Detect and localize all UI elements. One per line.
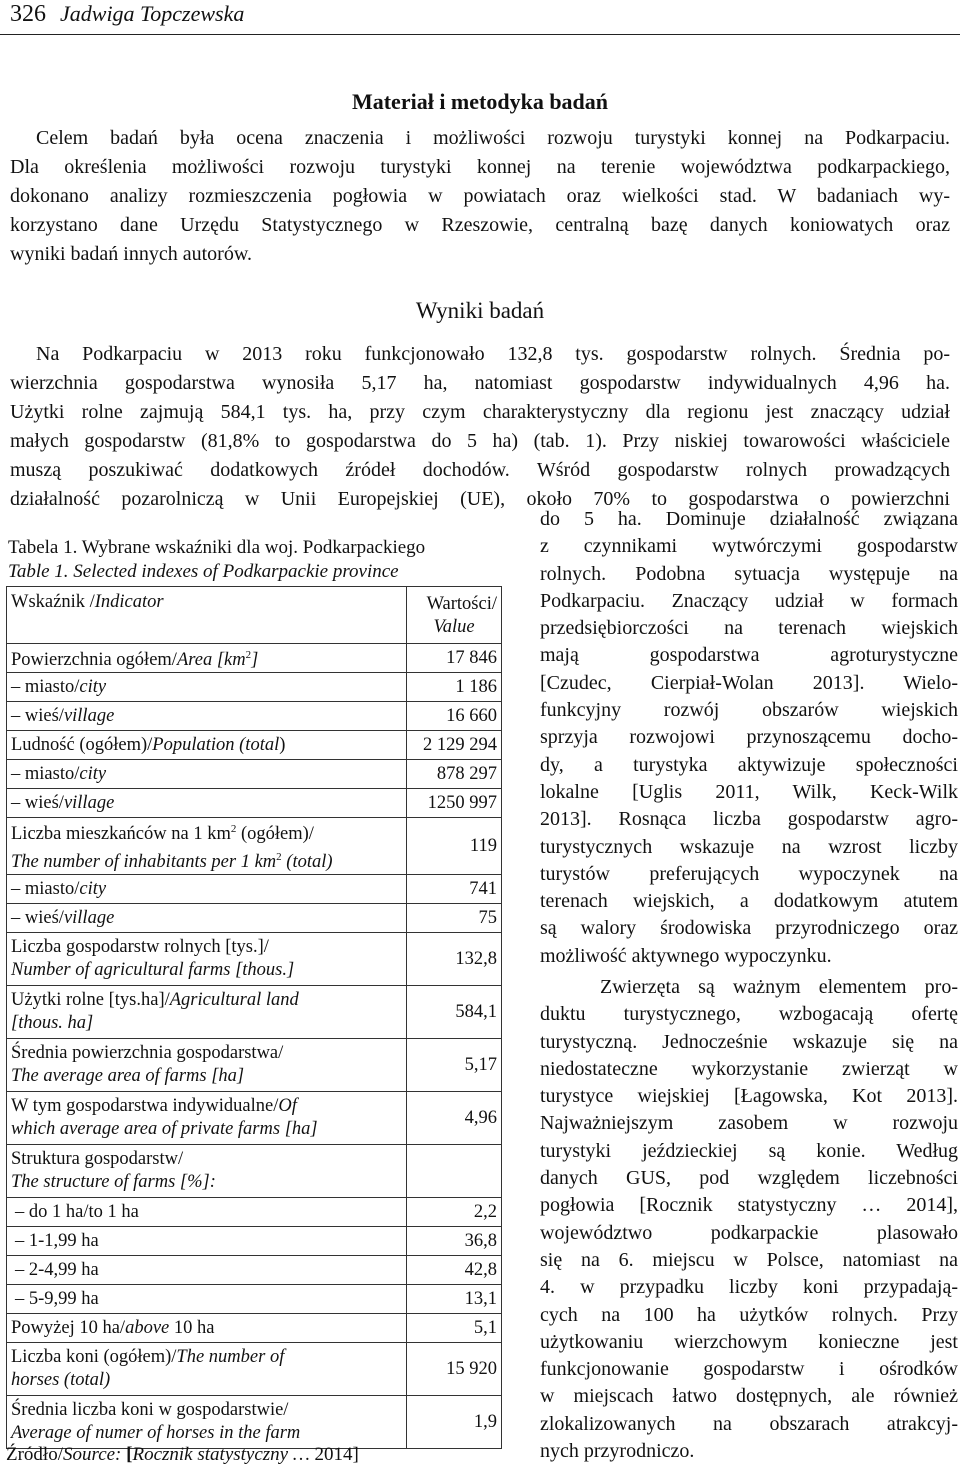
table-row bbox=[7, 818, 502, 875]
table-source bbox=[6, 1442, 359, 1468]
table-row bbox=[7, 731, 502, 760]
indicator-en-after: (total) bbox=[281, 852, 333, 873]
text-line: rolnych. Podobna sytuacja występuje na bbox=[540, 562, 958, 585]
indicator-pl: – miasto/ bbox=[11, 676, 80, 697]
table-row bbox=[7, 1092, 502, 1145]
text-line: danych GUS, pod względem liczebności bbox=[540, 1167, 958, 1190]
text-line: dokonano analizy rozmieszczenia pogłowia w powiatach oraz wielkości stad. W badaniach wy- bbox=[10, 185, 950, 207]
indicator-en: above bbox=[125, 1317, 170, 1338]
row-indicator bbox=[7, 1285, 407, 1314]
indicator-en: The average area of farms [ha] bbox=[11, 1066, 245, 1087]
text-line: turystyki jeździeckiej są konie. Według bbox=[540, 1139, 958, 1162]
indicator-pl: Powyżej 10 ha/ bbox=[11, 1317, 126, 1338]
table-row bbox=[7, 789, 502, 818]
indicator-en: city bbox=[79, 763, 107, 784]
text-line: lokalne [Uglis 2011, Wilk, Keck-Wilk bbox=[540, 780, 958, 803]
row-indicator bbox=[7, 904, 407, 933]
header-value-en: Value bbox=[433, 617, 475, 637]
text-line: turystyce wiejskiej [Łagowska, Kot 2013]. bbox=[540, 1085, 958, 1108]
text-line: 2013]. Rosnąca liczba gospodarstw agro- bbox=[540, 808, 958, 831]
indicator-pl: – miasto/ bbox=[11, 763, 80, 784]
text-line: sprzyja rozwojowi przynoszącemu docho- bbox=[540, 726, 958, 749]
indicator-pl: – 2-4,99 ha bbox=[15, 1259, 99, 1280]
methods-paragraph bbox=[10, 124, 950, 269]
row-indicator bbox=[7, 1314, 407, 1343]
table-row bbox=[7, 644, 502, 673]
row-indicator bbox=[7, 1256, 407, 1285]
text-line: przedsiębiorczości na terenach wiejskich bbox=[540, 617, 958, 640]
row-indicator bbox=[7, 1092, 407, 1145]
row-value: 1250 997 bbox=[407, 789, 502, 818]
row-value: 5,17 bbox=[407, 1039, 502, 1092]
row-value: 5,1 bbox=[407, 1314, 502, 1343]
table-row bbox=[7, 1145, 502, 1198]
text-line: wierzchnia gospodarstwa wynosiła 5,17 ha, natomiast gospodarstw indywidualnych 4,96 ha. bbox=[10, 372, 950, 394]
text-line: turystyczną. Jednocześnie wskazuje się na bbox=[540, 1030, 958, 1053]
text-line: w miejscach łatwo dostępnych, ale również bbox=[540, 1385, 958, 1408]
text-line: nych przyrodniczo. bbox=[540, 1440, 695, 1463]
right-column-paragraph-2 bbox=[540, 974, 958, 1465]
row-indicator bbox=[7, 789, 407, 818]
row-value: 741 bbox=[407, 875, 502, 904]
page-number: 326 bbox=[10, 1, 46, 27]
text-line: wyniki badań innych autorów. bbox=[10, 243, 252, 265]
text-line: dy, a turystyka aktywizuje społeczności bbox=[540, 753, 958, 776]
indicator-en: city bbox=[79, 878, 107, 899]
row-value: 36,8 bbox=[407, 1227, 502, 1256]
indicator-pl: – miasto/ bbox=[11, 878, 80, 899]
table-header-row bbox=[7, 587, 502, 644]
text-line: muszą poszukiwać dodatkowych źródeł dochodów. Wśród gospodarstw rolnych prowadzących bbox=[10, 459, 950, 481]
row-value: 584,1 bbox=[407, 986, 502, 1039]
row-value: 16 660 bbox=[407, 702, 502, 731]
indicator-pl: – do 1 ha/to 1 ha bbox=[15, 1201, 139, 1222]
row-value: 42,8 bbox=[407, 1256, 502, 1285]
row-value: 119 bbox=[407, 818, 502, 875]
text-line: mają gospodarstwa agroturystyczne bbox=[540, 644, 958, 667]
indicator-en: village bbox=[63, 792, 115, 813]
table-row bbox=[7, 1198, 502, 1227]
row-value: 878 297 bbox=[407, 760, 502, 789]
table-row bbox=[7, 1285, 502, 1314]
header-rule bbox=[0, 34, 960, 35]
text-line: terenach wiejskich, a dodatkowym atutem bbox=[540, 890, 958, 913]
header-indicator bbox=[7, 587, 407, 644]
header-value bbox=[407, 587, 502, 644]
source-label-en: Source: bbox=[63, 1444, 122, 1465]
superscript: 2 bbox=[276, 851, 282, 864]
row-value: 17 846 bbox=[407, 644, 502, 673]
text-line: są walory środowiska przyrodniczego oraz bbox=[540, 917, 958, 940]
text-line: do 5 ha. Dominuje działalność związana bbox=[540, 508, 958, 530]
indicator-en-after: ) bbox=[279, 734, 286, 755]
indicator-en: Population (total bbox=[152, 734, 280, 755]
header-value-pl: Wartości/ bbox=[426, 594, 497, 614]
row-indicator bbox=[7, 818, 407, 875]
row-indicator bbox=[7, 760, 407, 789]
right-column-paragraph-1 bbox=[540, 506, 958, 970]
indicator-en: village bbox=[63, 907, 115, 928]
indicator-en: Of bbox=[278, 1096, 297, 1117]
indicator-pl: – 1-1,99 ha bbox=[15, 1230, 99, 1251]
text-line: małych gospodarstw (81,8% to gospodarstwa do 5 ha) (tab. 1). Przy niskiej towarowości właściciele bbox=[10, 430, 950, 452]
header-indicator-pl: Wskaźnik / bbox=[11, 592, 95, 612]
text-line: Dla określenia możliwości rozwoju turystyki konnej na terenie województwa podkarpackiego, bbox=[10, 156, 950, 178]
text-line: cych na 100 ha użytków rolnych. Przy bbox=[540, 1303, 958, 1326]
row-indicator bbox=[7, 702, 407, 731]
text-line: turystów preferujących wypoczynek na bbox=[540, 862, 958, 885]
text-line: użytkowaniu wierzchowym konieczne jest bbox=[540, 1330, 958, 1353]
row-value: 2 129 294 bbox=[407, 731, 502, 760]
source-title: Rocznik statystyczny … bbox=[132, 1444, 310, 1465]
text-line: się na 6. miejscu w Polsce, natomiast na bbox=[540, 1248, 958, 1271]
table-row bbox=[7, 1343, 502, 1396]
section-title-methods: Materiał i metodyka badań bbox=[351, 89, 609, 114]
row-indicator bbox=[7, 933, 407, 986]
indicator-pl: Powierzchnia ogółem/ bbox=[11, 650, 177, 671]
text-line: funkcyjny rozwój obszarów wiejskich bbox=[540, 699, 958, 722]
indicator-pl: Użytki rolne [tys.ha]/ bbox=[11, 990, 170, 1011]
row-value bbox=[407, 1145, 502, 1198]
row-indicator bbox=[7, 1198, 407, 1227]
table-row bbox=[7, 986, 502, 1039]
row-indicator bbox=[7, 1145, 407, 1198]
table-row bbox=[7, 1227, 502, 1256]
header-indicator-en: Indicator bbox=[94, 592, 164, 612]
text-line: Na Podkarpaciu w 2013 roku funkcjonowało 132,8 tys. gospodarstw rolnych. Średnia po- bbox=[36, 343, 950, 365]
text-line: funkcjonowanie gospodarstw i ośrodków bbox=[540, 1358, 958, 1381]
table-row bbox=[7, 904, 502, 933]
indicator-pl: – 5-9,99 ha bbox=[15, 1288, 99, 1309]
row-value: 2,2 bbox=[407, 1198, 502, 1227]
row-indicator bbox=[7, 644, 407, 673]
indicator-pl: – wieś/ bbox=[11, 907, 64, 928]
row-indicator bbox=[7, 731, 407, 760]
indicator-pl-after: 10 ha bbox=[169, 1317, 215, 1338]
indicator-pl: W tym gospodarstwa indywidualne/ bbox=[11, 1096, 279, 1117]
text-line: korzystano dane Urzędu Statystycznego w Rzeszowie, centralną bazę danych koniowatych oraz bbox=[10, 214, 950, 236]
indicator-pl: Liczba gospodarstw rolnych [tys.]/ bbox=[11, 937, 269, 958]
table-row bbox=[7, 1314, 502, 1343]
superscript: 2 bbox=[245, 649, 252, 661]
table-caption-en-label: Table 1. bbox=[8, 561, 69, 582]
indicator-pl-after: (ogółem)/ bbox=[236, 824, 314, 845]
indicator-en: Number of agricultural farms [thous.] bbox=[11, 960, 295, 981]
indicator-en-line2: [thous. ha] bbox=[11, 1013, 94, 1034]
table-caption bbox=[8, 536, 425, 584]
table-row bbox=[7, 702, 502, 731]
table-row bbox=[7, 875, 502, 904]
text-line: 4. w przypadku liczby koni przypadają- bbox=[540, 1276, 958, 1299]
text-line: [Czudec, Cierpiał-Wolan 2013]. Wielo- bbox=[540, 671, 958, 694]
text-line: niedostateczne wykorzystanie zwierząt w bbox=[540, 1057, 958, 1080]
text-line: możliwość aktywnego wypoczynku. bbox=[540, 944, 832, 967]
text-line: Podkarpaciu. Znaczący udział w formach bbox=[540, 589, 958, 612]
indicators-table bbox=[6, 586, 502, 1449]
indicator-en: Agricultural land bbox=[169, 990, 299, 1011]
row-indicator bbox=[7, 1227, 407, 1256]
section-title-results: Wyniki badań bbox=[415, 298, 545, 323]
text-line: turystycznych wskazuje na wzrost liczby bbox=[540, 835, 958, 858]
running-author: Jadwiga Topczewska bbox=[60, 1, 245, 26]
row-value: 13,1 bbox=[407, 1285, 502, 1314]
row-indicator bbox=[7, 875, 407, 904]
row-indicator bbox=[7, 986, 407, 1039]
indicator-pl: – wieś/ bbox=[11, 792, 64, 813]
row-value: 15 920 bbox=[407, 1343, 502, 1396]
indicator-en: Average of numer of horses in the farm bbox=[11, 1423, 301, 1444]
text-line: Zwierzęta są ważnym elementem pro- bbox=[600, 976, 958, 998]
results-paragraph bbox=[10, 340, 950, 514]
indicator-en-line2: which average area of private farms [ha] bbox=[11, 1119, 318, 1140]
indicator-pl: Ludność (ogółem)/ bbox=[11, 734, 153, 755]
table-row bbox=[7, 1256, 502, 1285]
indicator-en: village bbox=[63, 705, 115, 726]
source-label: Źródło/ bbox=[6, 1444, 63, 1465]
indicator-en: The number of bbox=[176, 1347, 285, 1368]
indicator-pl: Liczba koni (ogółem)/ bbox=[11, 1347, 177, 1368]
row-indicator bbox=[7, 1343, 407, 1396]
text-line: Celem badań była ocena znaczenia i możliwości rozwoju turystyki konnej na Podkarpaciu. bbox=[36, 127, 950, 149]
text-line: duktu turystycznego, wzbogacają ofertę bbox=[540, 1003, 958, 1026]
table-row bbox=[7, 1039, 502, 1092]
running-header bbox=[10, 0, 244, 32]
row-value: 1,9 bbox=[407, 1396, 502, 1449]
row-indicator bbox=[7, 673, 407, 702]
indicator-pl: – wieś/ bbox=[11, 705, 64, 726]
table-row bbox=[7, 673, 502, 702]
source-bracket-open: [ bbox=[121, 1444, 133, 1465]
indicator-pl: Średnia powierzchnia gospodarstwa/ bbox=[11, 1043, 284, 1064]
indicator-en: The structure of farms [%]: bbox=[11, 1172, 216, 1193]
row-value: 132,8 bbox=[407, 933, 502, 986]
indicator-pl: Liczba mieszkańców na 1 km bbox=[11, 824, 231, 845]
row-value: 1 186 bbox=[407, 673, 502, 702]
table-caption-pl: Tabela 1. Wybrane wskaźniki dla woj. Podkarpackiego bbox=[8, 537, 426, 558]
indicator-en-after: ] bbox=[251, 650, 259, 671]
row-value: 75 bbox=[407, 904, 502, 933]
text-line: z czynnikami wytwórczymi gospodarstw bbox=[540, 535, 958, 558]
table-caption-en-text: Selected indexes of Podkarpackie province bbox=[68, 561, 399, 582]
text-line: zlokalizowanych na obszarach atrakcyj- bbox=[540, 1412, 958, 1435]
indicator-en: The number of inhabitants per 1 km bbox=[11, 852, 277, 873]
row-indicator bbox=[7, 1039, 407, 1092]
text-line: Użytki rolne zajmują 584,1 tys. ha, przy czym charakterystyczny dla regionu jest znaczący udział bbox=[10, 401, 950, 423]
text-line: Najważniejszym zasobem w rozwoju bbox=[540, 1112, 958, 1135]
indicator-pl: Struktura gospodarstw/ bbox=[11, 1149, 184, 1170]
row-value: 4,96 bbox=[407, 1092, 502, 1145]
table-row bbox=[7, 760, 502, 789]
superscript: 2 bbox=[230, 823, 237, 836]
indicator-en-line2: horses (total) bbox=[11, 1370, 111, 1391]
text-line: działalność pozarolniczą w Unii Europejskiej (UE), około 70% to gospodarstwa o powierzchni bbox=[10, 488, 950, 510]
text-line: pogłowia [Rocznik statystyczny … 2014], bbox=[540, 1194, 958, 1217]
text-line: województwo podkarpackie plasowało bbox=[540, 1221, 958, 1244]
source-year: 2014] bbox=[309, 1444, 359, 1465]
indicator-pl: Średnia liczba koni w gospodarstwie/ bbox=[11, 1400, 289, 1421]
table-row bbox=[7, 933, 502, 986]
indicator-en: Area [km bbox=[176, 650, 246, 671]
indicator-en: city bbox=[79, 676, 107, 697]
